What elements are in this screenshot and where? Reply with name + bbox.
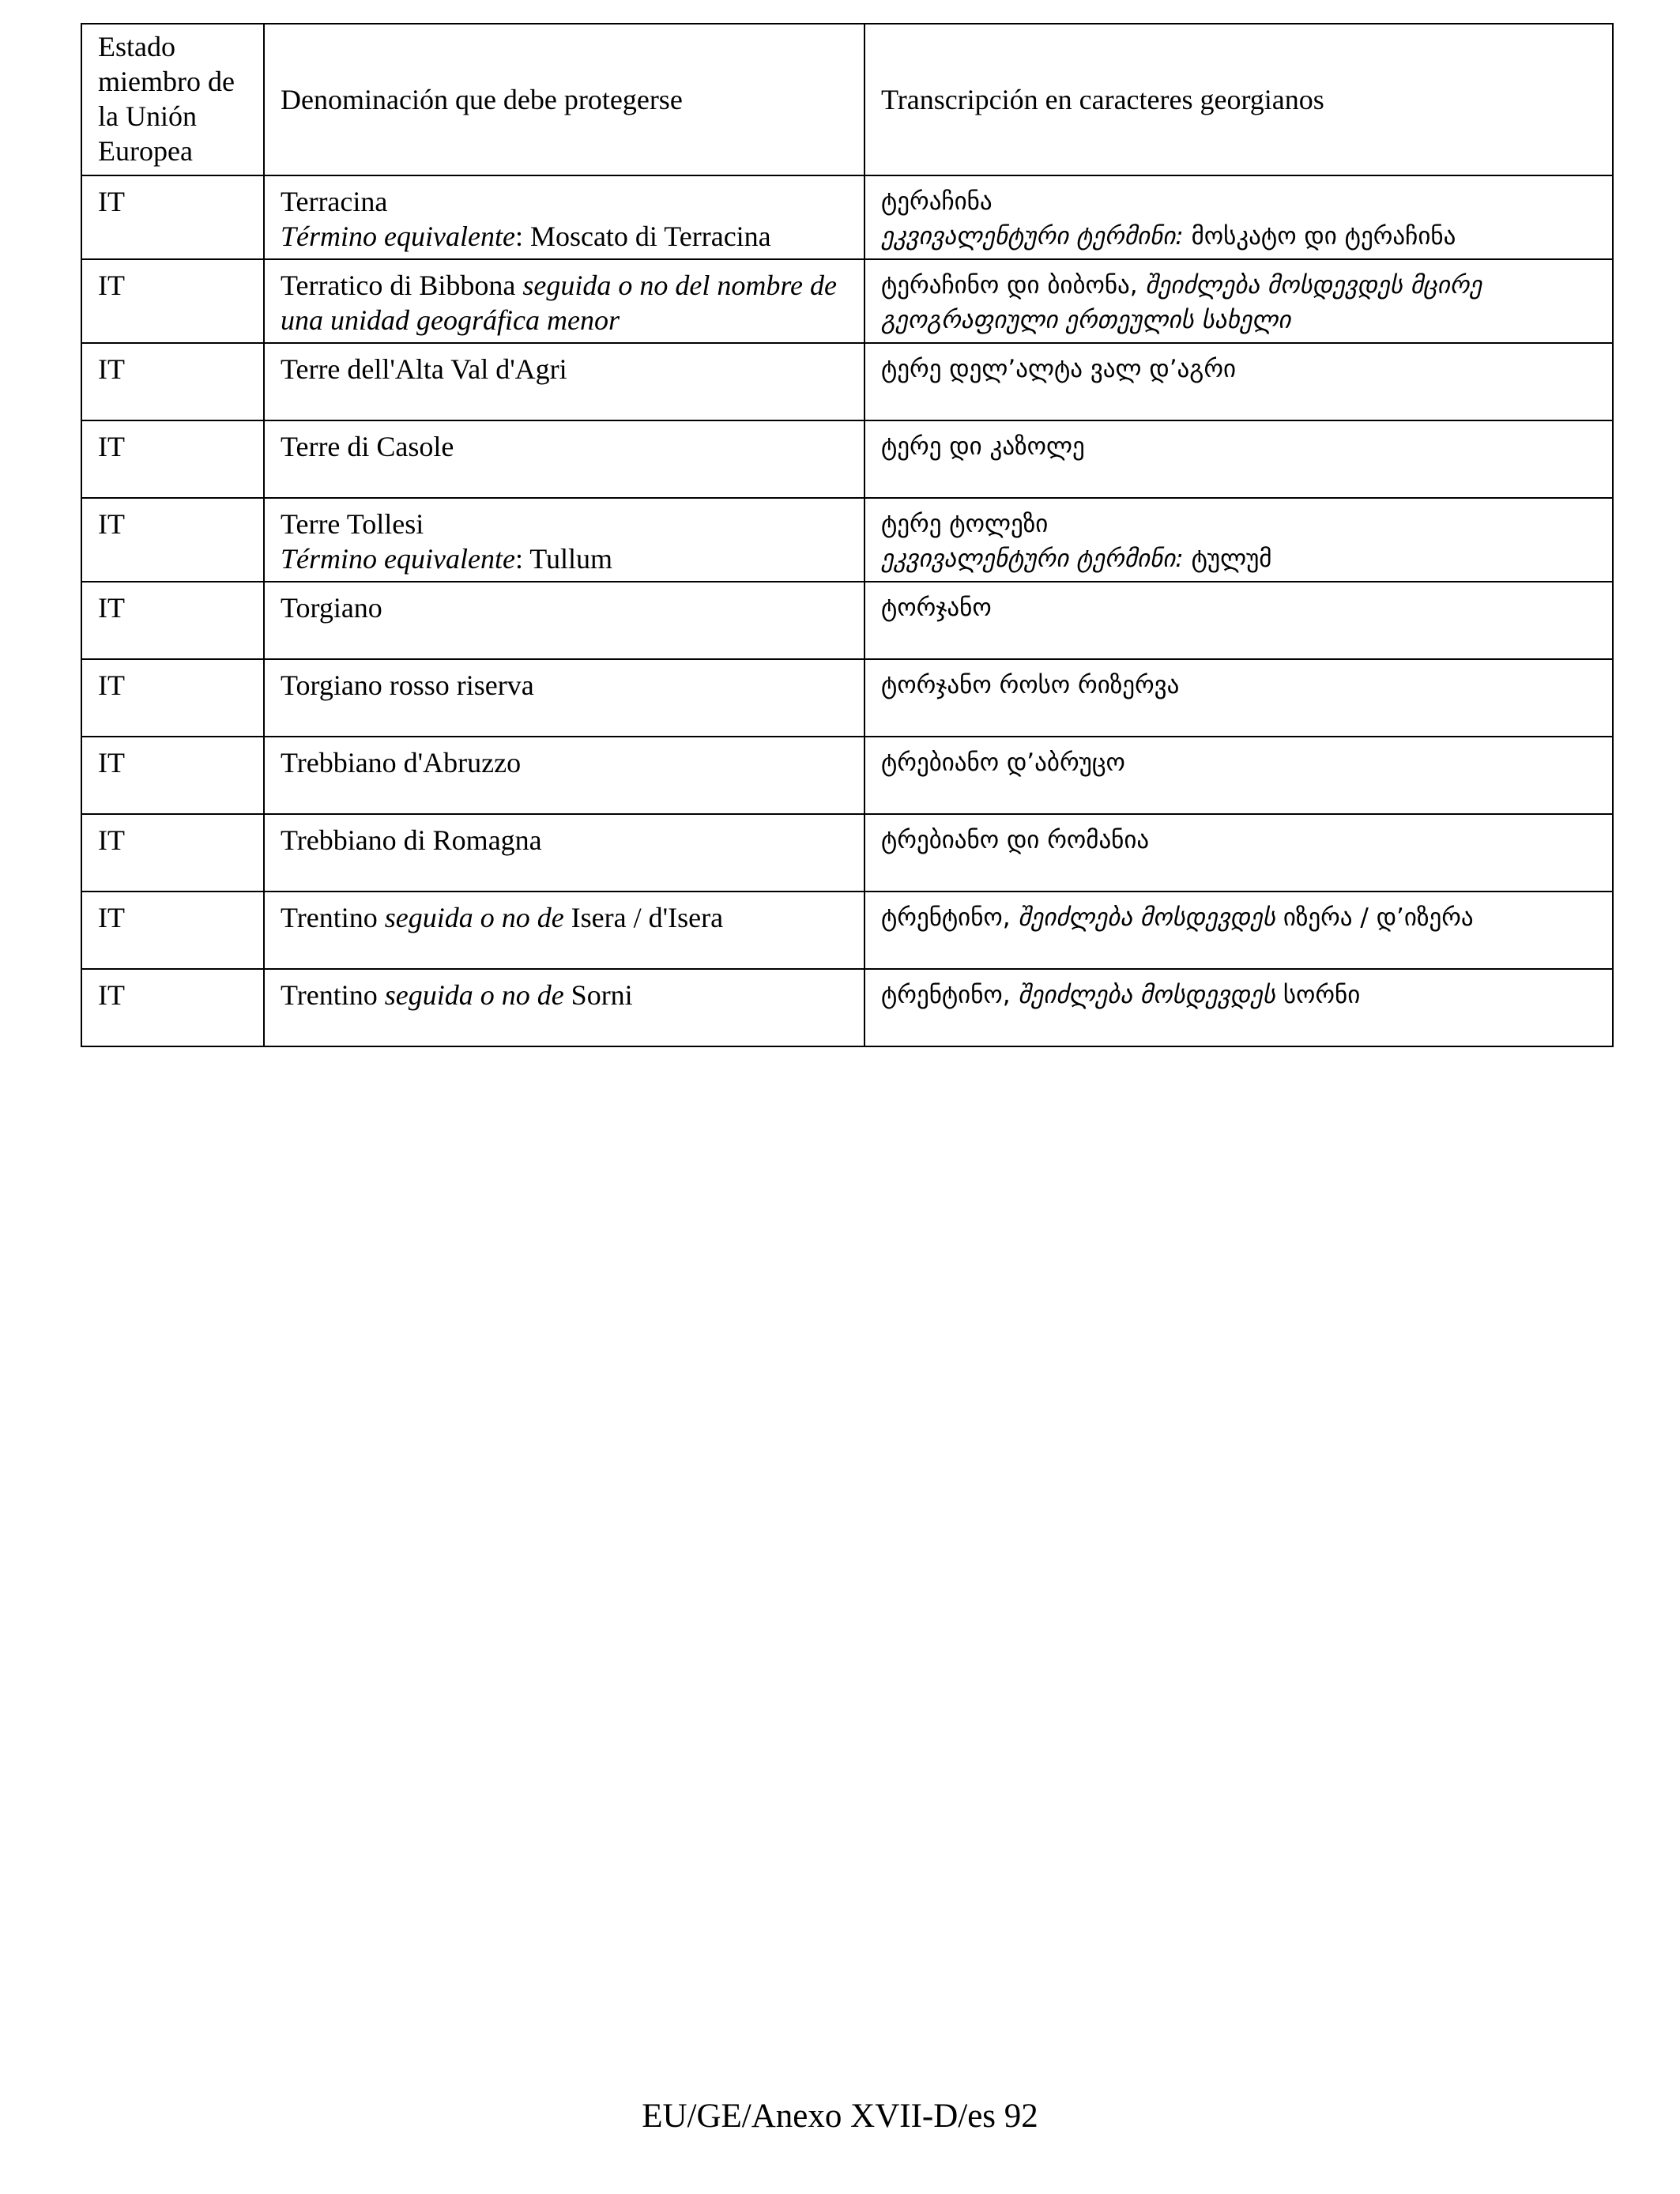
member-state-cell: IT bbox=[81, 498, 264, 582]
member-state-cell: IT bbox=[81, 343, 264, 420]
designation-cell bbox=[264, 969, 864, 1046]
designation-cell: Terre di Casole bbox=[264, 420, 864, 498]
transcription-cell bbox=[864, 892, 1613, 969]
header-member-state: Estado miembro de la Unión Europea bbox=[81, 24, 264, 175]
designations-table bbox=[81, 23, 1614, 1047]
designation-cell bbox=[264, 259, 864, 343]
designation-cell: Torgiano rosso riserva bbox=[264, 659, 864, 737]
member-state-cell: IT bbox=[81, 814, 264, 892]
transcription-equivalent-label: ეკვივალენტური ტერმინი: bbox=[881, 222, 1184, 251]
designation-suffix: Isera / d'Isera bbox=[563, 902, 724, 933]
equivalent-term-label: Término equivalente bbox=[281, 543, 515, 575]
transcription-qualifier: შეიძლება მოსდევდეს bbox=[1010, 981, 1275, 1009]
designation-cell: Trebbiano di Romagna bbox=[264, 814, 864, 892]
equivalent-term-value: Moscato di Terracina bbox=[522, 221, 771, 252]
header-georgian-transcription: Transcripción en caracteres georgianos bbox=[864, 24, 1613, 175]
table-row bbox=[81, 420, 1613, 498]
designation-name: Terre Tollesi bbox=[281, 508, 424, 540]
member-state-cell: IT bbox=[81, 737, 264, 814]
table-row bbox=[81, 659, 1613, 737]
table-row bbox=[81, 343, 1613, 420]
transcription-cell bbox=[864, 175, 1613, 259]
header-designation: Denominación que debe protegerse bbox=[264, 24, 864, 175]
designation-suffix: Sorni bbox=[563, 979, 633, 1011]
member-state-cell: IT bbox=[81, 582, 264, 659]
transcription-name: ტერაჩინო დი ბიბონა, bbox=[881, 271, 1138, 300]
equivalent-term bbox=[281, 219, 848, 254]
member-state-cell: IT bbox=[81, 420, 264, 498]
transcription-name: ტრენტინო, bbox=[881, 903, 1011, 932]
designation-cell: Terre dell'Alta Val d'Agri bbox=[264, 343, 864, 420]
transcription-cell: ტერე დი კაზოლე bbox=[864, 420, 1613, 498]
designation-name: Trentino bbox=[281, 902, 378, 933]
designation-cell bbox=[264, 498, 864, 582]
table-row bbox=[81, 259, 1613, 343]
designation-cell: Torgiano bbox=[264, 582, 864, 659]
equivalent-term-label: Término equivalente bbox=[281, 221, 515, 252]
table-row bbox=[81, 969, 1613, 1046]
transcription-qualifier: შეიძლება მოსდევდეს მცირე გეოგრაფიული ერთეულის სახელი bbox=[881, 271, 1482, 334]
equivalent-term bbox=[281, 541, 848, 576]
table-row bbox=[81, 175, 1613, 259]
transcription-cell: ტრებიანო დ’აბრუცო bbox=[864, 737, 1613, 814]
table-header-row bbox=[81, 24, 1613, 175]
transcription-cell: ტრებიანო დი რომანია bbox=[864, 814, 1613, 892]
transcription-suffix: სორნი bbox=[1275, 981, 1361, 1009]
equivalent-term-value: Tullum bbox=[522, 543, 613, 575]
designation-qualifier: seguida o no de bbox=[377, 902, 564, 933]
member-state-cell: IT bbox=[81, 659, 264, 737]
designation-name: Terratico di Bibbona bbox=[281, 270, 516, 301]
table-row bbox=[81, 814, 1613, 892]
page-footer-reference: EU/GE/Anexo XVII-D/es 92 bbox=[642, 2098, 1038, 2135]
designation-cell bbox=[264, 892, 864, 969]
table-row bbox=[81, 892, 1613, 969]
member-state-cell: IT bbox=[81, 892, 264, 969]
transcription-equivalent bbox=[881, 219, 1596, 254]
transcription-suffix: იზერა / დ’იზერა bbox=[1275, 903, 1474, 932]
transcription-cell bbox=[864, 969, 1613, 1046]
member-state-cell: IT bbox=[81, 259, 264, 343]
transcription-equivalent-label: ეკვივალენტური ტერმინი: bbox=[881, 545, 1184, 573]
transcription-cell: ტორჯანო bbox=[864, 582, 1613, 659]
member-state-cell: IT bbox=[81, 175, 264, 259]
member-state-cell: IT bbox=[81, 969, 264, 1046]
table-row bbox=[81, 582, 1613, 659]
equivalent-term-separator: : bbox=[514, 221, 523, 252]
designation-cell bbox=[264, 175, 864, 259]
transcription-qualifier: შეიძლება მოსდევდეს bbox=[1010, 903, 1275, 932]
transcription-equivalent bbox=[881, 541, 1596, 576]
designation-name: Terracina bbox=[281, 186, 388, 217]
transcription-cell: ტერე დელ’ალტა ვალ დ’აგრი bbox=[864, 343, 1613, 420]
transcription-equivalent-value: ტულუმ bbox=[1183, 545, 1272, 573]
equivalent-term-separator: : bbox=[514, 543, 523, 575]
transcription-cell bbox=[864, 498, 1613, 582]
table-row bbox=[81, 498, 1613, 582]
transcription-name: ტერე ტოლეზი bbox=[881, 510, 1049, 538]
transcription-cell bbox=[864, 259, 1613, 343]
transcription-equivalent-value: მოსკატო დი ტერაჩინა bbox=[1183, 222, 1456, 251]
transcription-cell: ტორჯანო როსო რიზერვა bbox=[864, 659, 1613, 737]
designation-name: Trentino bbox=[281, 979, 378, 1011]
designation-qualifier: seguida o no del nombre de una unidad geográfica menor bbox=[281, 270, 837, 336]
designation-qualifier: seguida o no de bbox=[377, 979, 564, 1011]
designation-cell: Trebbiano d'Abruzzo bbox=[264, 737, 864, 814]
transcription-name: ტერაჩინა bbox=[881, 187, 993, 216]
transcription-name: ტრენტინო, bbox=[881, 981, 1011, 1009]
table-row bbox=[81, 737, 1613, 814]
